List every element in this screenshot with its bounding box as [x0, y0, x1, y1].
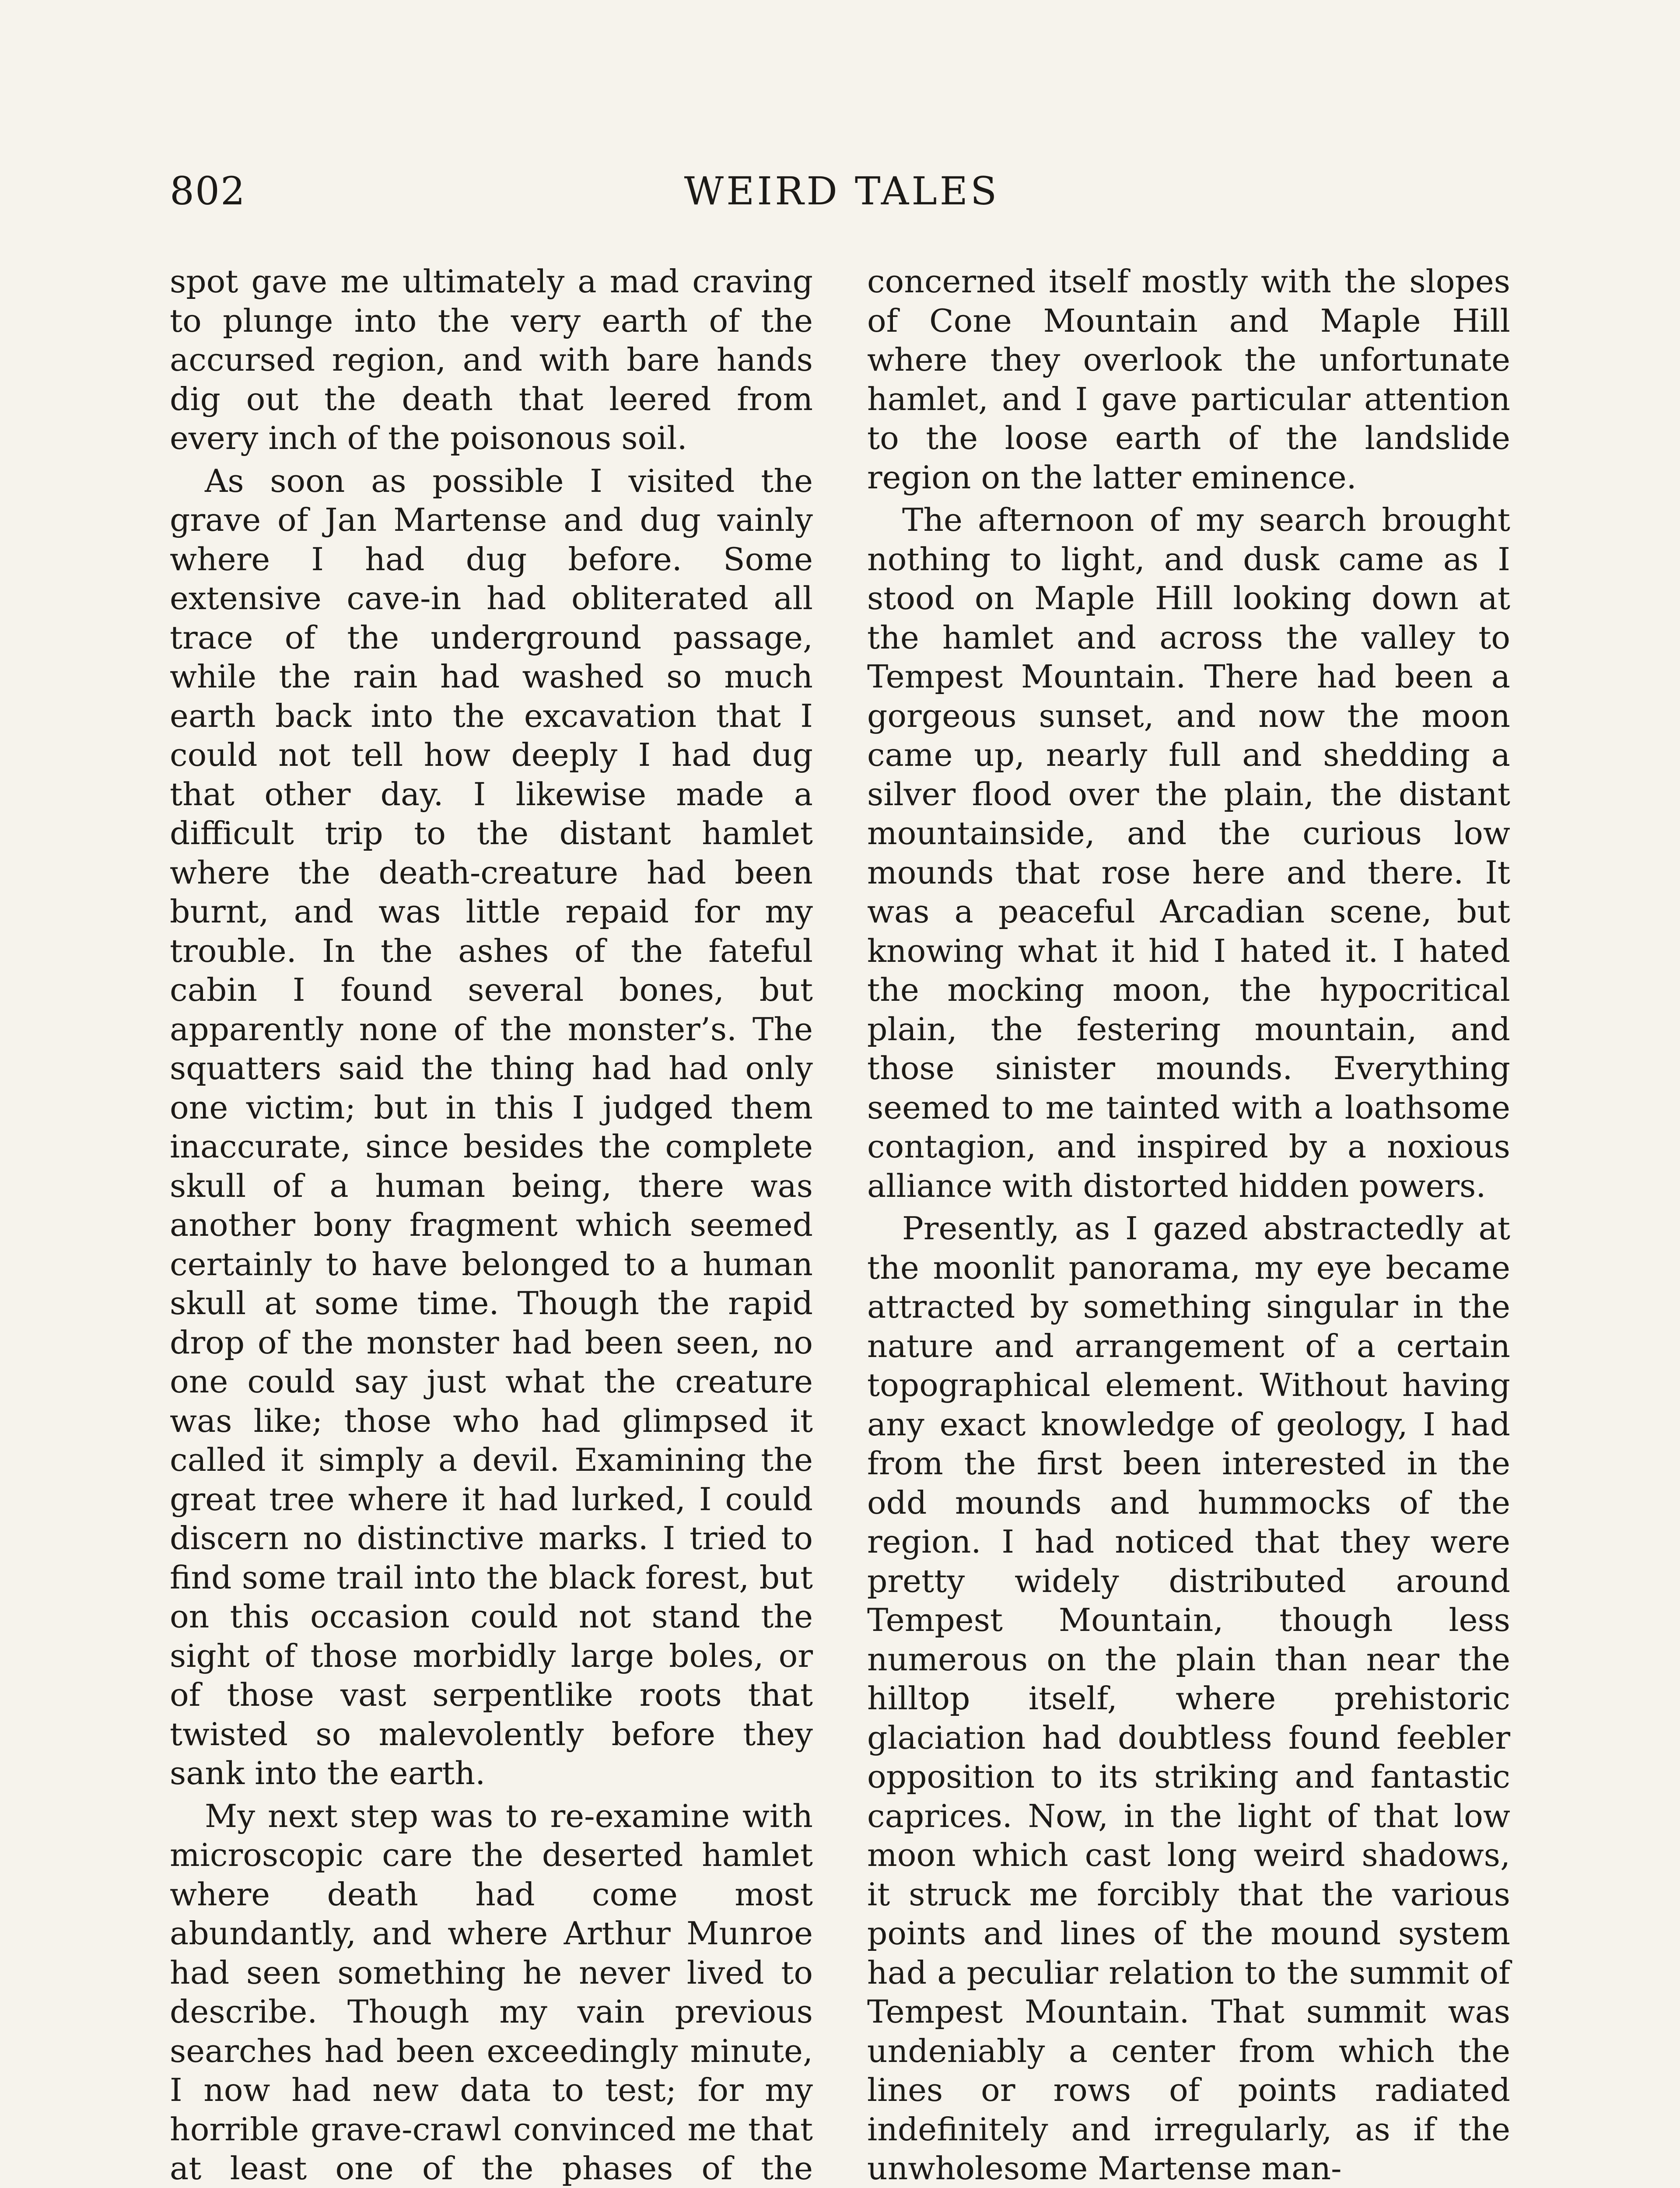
paragraph: The afternoon of my search brought nothing to light, and dusk came as I stood on Maple Hill looking down at the hamlet and across the valley to Tempest Mountain. There had been a gorgeous sunset, and now the moon came up, nearly full and shedding a silver flood over the plain, the distant mountainside, and the curious low mounds that rose here and there. It was a peaceful Arcadian scene, but knowing what it hid I hated it. I hated the mocking moon, the hypocritical plain, the festering mountain, and those sinister mounds. Everything seemed to me tainted with a loathsome contagion, and inspired by a noxious alliance with distorted hidden powers. [867, 502, 1510, 1205]
running-head: WEIRD TALES [684, 168, 1000, 214]
paragraph: Presently, as I gazed abstractedly at the moonlit panorama, my eye became attracted by something singular in the nature and arrangement of a certain topographical element. Without having any exact knowledge of geology, I had from the first been interested in the odd mounds and hummocks of the region. I had noticed that they were pretty widely distributed around Tempest Mountain, though less numerous on the plain than near the hilltop itself, where prehistoric glaciation had doubtless found feebler opposition to its striking and fantastic caprices. Now, in the light of that low moon which cast long weird shadows, it struck me forcibly that the various points and lines of the mound system had a peculiar relation to the summit of Tempest Mountain. That summit was undeniably a center from which the lines or rows of points radiated indefinitely and irregularly, as if the unwholesome Martense man- [867, 1210, 1510, 2187]
paragraph: My next step was to re-examine with microscopic care the deserted hamlet where death had come most abundantly, and where Arthur Munroe had seen something he never lived to describe. Though my vain previous searches had been exceedingly minute, I now had new data to test; for my horrible grave-crawl convinced me that at least one of the phases of the [170, 1798, 813, 2187]
page-number: 802 [170, 168, 246, 214]
paragraph: spot gave me ultimately a mad craving to plunge into the very earth of the accursed region, and with bare hands dig out the death that leered from every inch of the poisonous soil. [170, 263, 813, 457]
paragraph: As soon as possible I visited the grave of Jan Martense and dug vainly where I had dug before. Some extensive cave-in had obliterated all trace of the underground passage, while the rain had washed so much earth back into the excavation that I could not tell how deeply I had dug that other day. I likewise made a difficult trip to the distant hamlet where the death-creature had been burnt, and was little repaid for my trouble. In the ashes of the fateful cabin I found several bones, but apparently none of the monster’s. The squatters said the thing had had only one victim; but in this I judged them inaccurate, since besides the complete skull of a human being, there was another bony fragment which seemed certainly to have belonged to a human skull at some time. Though the rapid drop of the monster had been seen, no one could say just what the creature was like; those who had glimpsed it called it simply a devil. Examining the great tree where it had lurked, I could discern no distinctive marks. I tried to find some trail into the black forest, but on this occasion could not stand the sight of those morbidly large boles, or of those vast serpentlike roots that twisted so malevolently before they sank into the earth. [170, 463, 813, 1792]
page-header [170, 167, 1514, 224]
paragraph: concerned itself mostly with the slopes of Cone Mountain and Maple Hill where they overlook the unfortunate hamlet, and I gave particular attention to the loose earth of the landslide region on the latter eminence. [867, 263, 1510, 496]
left-column [170, 263, 813, 2188]
right-column [867, 263, 1510, 2188]
